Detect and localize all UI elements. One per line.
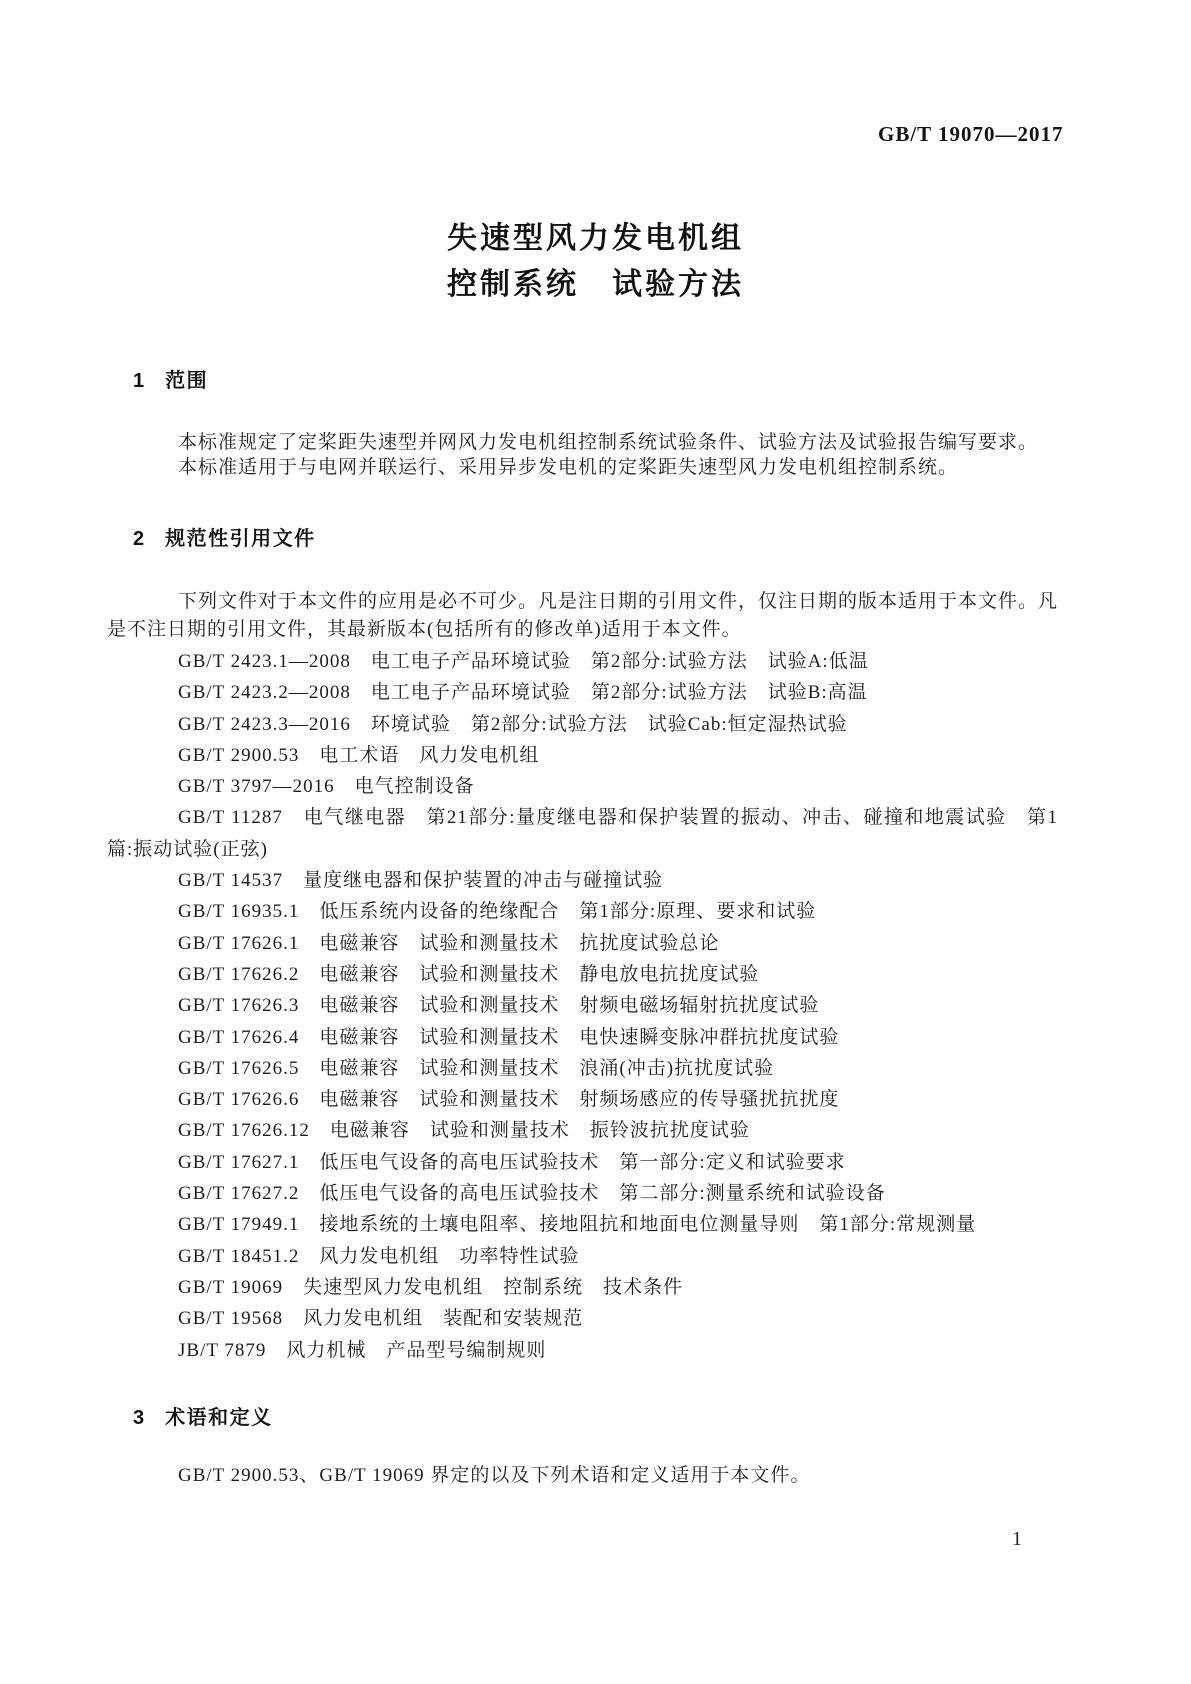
section-1-title: 范围	[165, 370, 209, 392]
document-title	[0, 216, 1191, 308]
references-list	[107, 646, 1058, 1366]
standard-code: GB/T 19070—2017	[878, 122, 1064, 146]
document-title-line-1: 失速型风力发电机组	[447, 222, 744, 255]
references-intro-paragraph: 下列文件对于本文件的应用是必不可少。凡是注日期的引用文件，仅注日期的版本适用于本文件。凡是不注日期的引用文件，其最新版本(包括所有的修改单)适用于本文件。	[107, 591, 1059, 640]
reference-item: GB/T 14537 量度继电器和保护装置的冲击与碰撞试验	[178, 870, 664, 892]
reference-item: GB/T 17627.2 低压电气设备的高电压试验技术 第二部分:测量系统和试验设备	[178, 1183, 886, 1205]
section-3-body	[107, 1463, 1058, 1489]
reference-item: GB/T 17626.3 电磁兼容 试验和测量技术 射频电磁场辐射抗扰度试验	[178, 995, 820, 1017]
reference-item: JB/T 7879 风力机械 产品型号编制规则	[178, 1339, 547, 1361]
section-3-number: 3	[133, 1407, 145, 1429]
section-2-title: 规范性引用文件	[165, 528, 316, 550]
section-1-body	[107, 430, 1058, 480]
reference-item: GB/T 11287 电气继电器 第21部分:量度继电器和保护装置的振动、冲击、碰撞和地震试验 第1篇:振动试验(正弦)	[107, 807, 1058, 860]
scope-paragraph-1: 本标准规定了定桨距失速型并网风力发电机组控制系统试验条件、试验方法及试验报告编写要求。	[178, 432, 1039, 453]
page-number: 1	[1012, 1528, 1022, 1550]
reference-item: GB/T 17626.4 电磁兼容 试验和测量技术 电快速瞬变脉冲群抗扰度试验	[178, 1026, 840, 1048]
reference-item: GB/T 19568 风力发电机组 装配和安装规范	[178, 1308, 584, 1330]
reference-item: GB/T 17626.12 电磁兼容 试验和测量技术 振铃波抗扰度试验	[178, 1120, 750, 1142]
reference-item: GB/T 2900.53 电工术语 风力发电机组	[178, 744, 540, 766]
section-2-number: 2	[133, 528, 145, 550]
reference-item: GB/T 16935.1 低压系统内设备的绝缘配合 第1部分:原理、要求和试验	[178, 901, 817, 923]
reference-item: GB/T 2423.3—2016 环境试验 第2部分:试验方法 试验Cab:恒定湿热试验	[178, 713, 848, 735]
section-1-heading	[133, 364, 208, 393]
reference-item: GB/T 17626.1 电磁兼容 试验和测量技术 抗扰度试验总论	[178, 932, 720, 954]
section-2-heading	[133, 522, 316, 551]
reference-item: GB/T 17626.6 电磁兼容 试验和测量技术 射频场感应的传导骚扰抗扰度	[178, 1089, 840, 1111]
section-3-heading	[133, 1401, 273, 1430]
reference-item: GB/T 2423.1—2008 电工电子产品环境试验 第2部分:试验方法 试验A:低温	[178, 651, 869, 672]
reference-item: GB/T 17626.2 电磁兼容 试验和测量技术 静电放电抗扰度试验	[178, 963, 760, 985]
reference-item: GB/T 18451.2 风力发电机组 功率特性试验	[178, 1245, 580, 1267]
document-title-line-2: 控制系统 试验方法	[447, 268, 744, 301]
reference-item: GB/T 3797—2016 电气控制设备	[178, 776, 475, 798]
section-2-intro	[107, 588, 1058, 644]
reference-item: GB/T 19069 失速型风力发电机组 控制系统 技术条件	[178, 1276, 684, 1298]
reference-item: GB/T 17627.1 低压电气设备的高电压试验技术 第一部分:定义和试验要求	[178, 1151, 846, 1173]
terms-paragraph: GB/T 2900.53、GB/T 19069 界定的以及下列术语和定义适用于本文件。	[178, 1465, 811, 1486]
reference-item: GB/T 2423.2—2008 电工电子产品环境试验 第2部分:试验方法 试验B:高温	[178, 682, 868, 704]
section-3-title: 术语和定义	[165, 1407, 273, 1429]
reference-item: GB/T 17949.1 接地系统的土壤电阻率、接地阻抗和地面电位测量导则 第1部分:常规测量	[178, 1214, 977, 1236]
reference-item: GB/T 17626.5 电磁兼容 试验和测量技术 浪涌(冲击)抗扰度试验	[178, 1057, 775, 1079]
section-1-number: 1	[133, 370, 145, 392]
scope-paragraph-2: 本标准适用于与电网并联运行、采用异步发电机的定桨距失速型风力发电机组控制系统。	[178, 457, 959, 478]
